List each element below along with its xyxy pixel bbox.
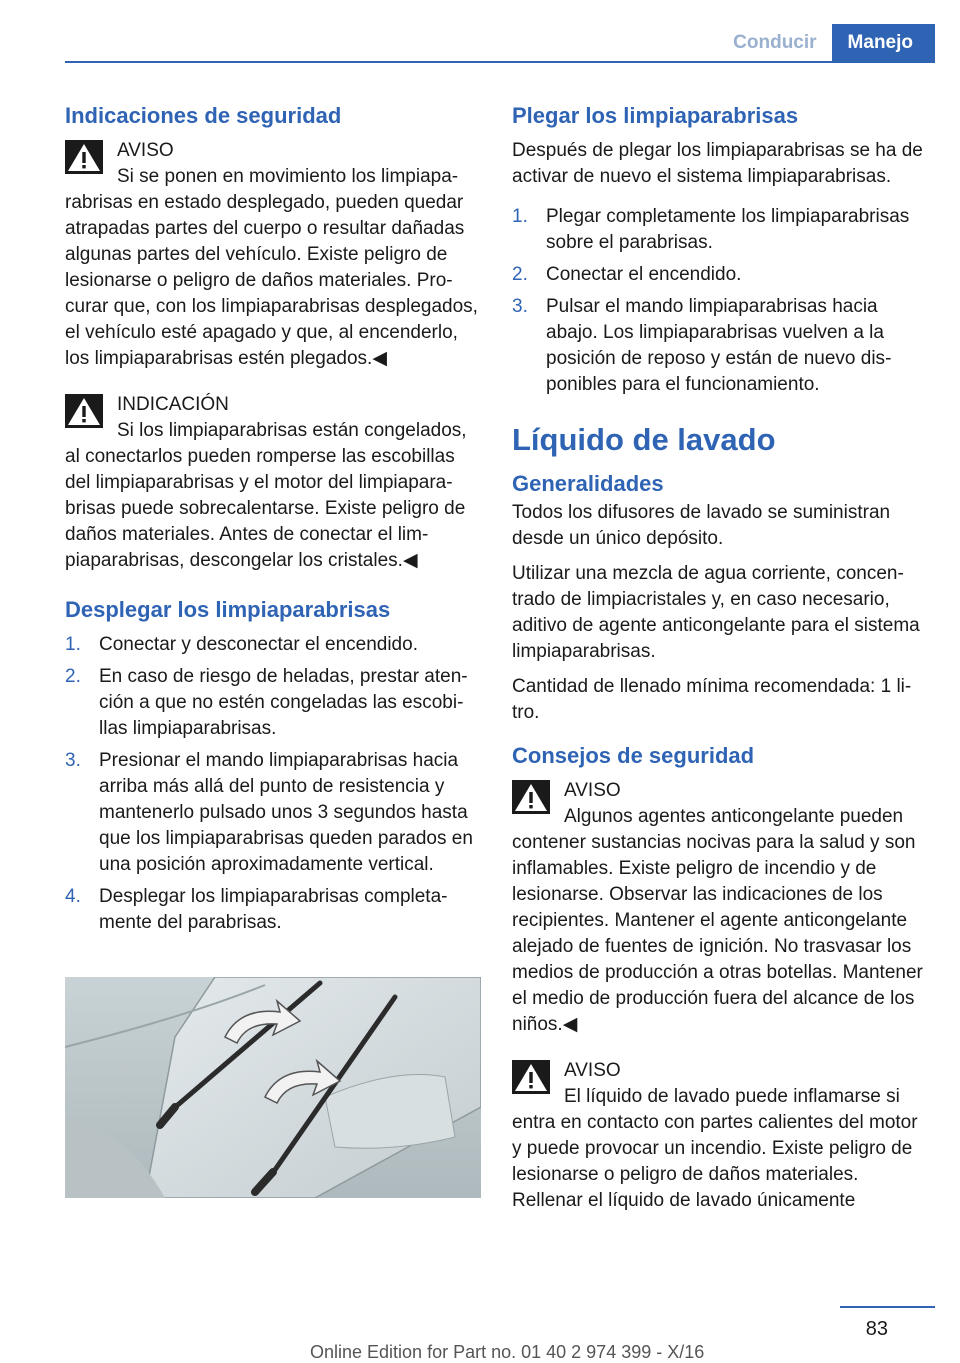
page-number: 83	[865, 1318, 888, 1340]
list-item	[512, 262, 928, 288]
general-paragraph-3: Cantidad de llenado mínima recomendada: 1 litro.	[512, 676, 912, 723]
tab-manejo[interactable]: Manejo	[832, 24, 935, 62]
step-text: Desplegar los limpiaparabrisas completamente del parabrisas.	[99, 886, 448, 933]
warning-box	[512, 778, 928, 1038]
list-item	[65, 884, 481, 936]
warning-icon	[65, 394, 103, 428]
warning-text: Algunos agentes anticongelante pueden contener sustancias nocivas para la salud y son inflamables. Existe peligro de incendio y de lesionarse. Observar las indicaciones de los recipientes. Mantener el agente anticongelante alejado de fuentes de ignición. No trasvasar los medios de producción a otras botellas. Mantener el medio de producción fuera del alcance de los niños.◀	[512, 806, 923, 1035]
fold-steps	[512, 204, 928, 398]
tab-conducir[interactable]: Conducir	[733, 32, 817, 53]
warning-text: El líquido de lavado puede inflamarse si entra en contacto con partes calientes del motor y puede provocar un incendio. Existe peligro de lesionarse o peligro de daños materiales. Rellenar el líquido de lavado únicamente	[512, 1086, 918, 1211]
step-number: 3.	[65, 750, 81, 771]
heading-general: Generalidades	[512, 471, 664, 496]
warning-box	[65, 138, 481, 372]
step-text: Presionar el mando limpiaparabrisas hacia arriba más allá del punto de resistencia y mantenerlo pulsado unos 3 segundos hasta que los limpiaparabrisas queden parados en una posición aproximadamente vertical.	[99, 750, 473, 875]
list-item	[512, 294, 928, 398]
notice-box	[65, 392, 481, 574]
left-column	[65, 100, 481, 942]
notice-title: INDICACIÓN	[117, 394, 229, 415]
step-number: 2.	[65, 666, 81, 687]
heading-deploy: Desplegar los limpiaparabrisas	[65, 597, 391, 622]
warning-text: Si se ponen en movimiento los limpiaparabrisas en estado desplegado, pueden quedar atrapadas partes del cuerpo o resultar dañadas algunas partes del vehículo. Existe peligro de lesionarse o peligro de daños materiales. Procurar que, con los limpiaparabrisas desplegados, el vehículo esté apagado y que, al encenderlo, los limpiaparabrisas estén plegados.◀	[65, 166, 478, 369]
edition-note: Online Edition for Part no. 01 40 2 974 399 - X/16	[310, 1342, 705, 1362]
deploy-steps	[65, 632, 481, 936]
step-number: 4.	[65, 886, 81, 907]
header-tabs	[717, 24, 935, 62]
heading-tips: Consejos de seguridad	[512, 743, 755, 768]
step-number: 2.	[512, 264, 528, 285]
warning-box	[512, 1058, 928, 1214]
warning-title: AVISO	[117, 140, 174, 161]
footer-rule	[840, 1306, 935, 1308]
step-text: En caso de riesgo de heladas, prestar atención a que no estén congeladas las escobillas limpiaparabrisas.	[99, 666, 468, 739]
step-text: Plegar completamente los limpiaparabrisas sobre el parabrisas.	[546, 206, 910, 253]
right-column	[512, 100, 928, 1234]
notice-text: Si los limpiaparabrisas están congelados, al conectarlos pueden romperse las escobillas del limpiaparabrisas y el motor del limpiaparabrisas puede sobrecalentarse. Existe peligro de daños materiales. Antes de conectar el limpiaparabrisas, descongelar los cristales.◀	[65, 420, 467, 571]
fold-intro: Después de plegar los limpiaparabrisas se ha de activar de nuevo el sistema limpiaparabrisas.	[512, 140, 923, 187]
list-item	[65, 748, 481, 878]
heading-safety: Indicaciones de seguridad	[65, 103, 342, 128]
wiper-illustration	[65, 977, 481, 1198]
step-text: Conectar y desconectar el encendido.	[99, 634, 418, 655]
warning-icon	[65, 140, 103, 174]
general-paragraph-2: Utilizar una mezcla de agua corriente, concentrado de limpiacristales y, en caso necesario, aditivo de agente anticongelante para el sistema limpiaparabrisas.	[512, 563, 920, 662]
heading-fluid: Líquido de lavado	[512, 422, 776, 457]
step-number: 3.	[512, 296, 528, 317]
warning-icon	[512, 1060, 550, 1094]
warning-title: AVISO	[564, 780, 621, 801]
step-text: Pulsar el mando limpiaparabrisas hacia abajo. Los limpiaparabrisas vuelven a la posición de reposo y están de nuevo disponibles para el funcionamiento.	[546, 296, 892, 395]
list-item	[512, 204, 928, 256]
step-text: Conectar el encendido.	[546, 264, 742, 285]
heading-fold: Plegar los limpiaparabrisas	[512, 103, 799, 128]
warning-title: AVISO	[564, 1060, 621, 1081]
list-item	[65, 664, 481, 742]
warning-icon	[512, 780, 550, 814]
general-paragraph-1: Todos los difusores de lavado se suministran desde un único depósito.	[512, 502, 891, 549]
list-item	[65, 632, 481, 658]
header-rule	[65, 61, 935, 63]
step-number: 1.	[512, 206, 528, 227]
step-number: 1.	[65, 634, 81, 655]
